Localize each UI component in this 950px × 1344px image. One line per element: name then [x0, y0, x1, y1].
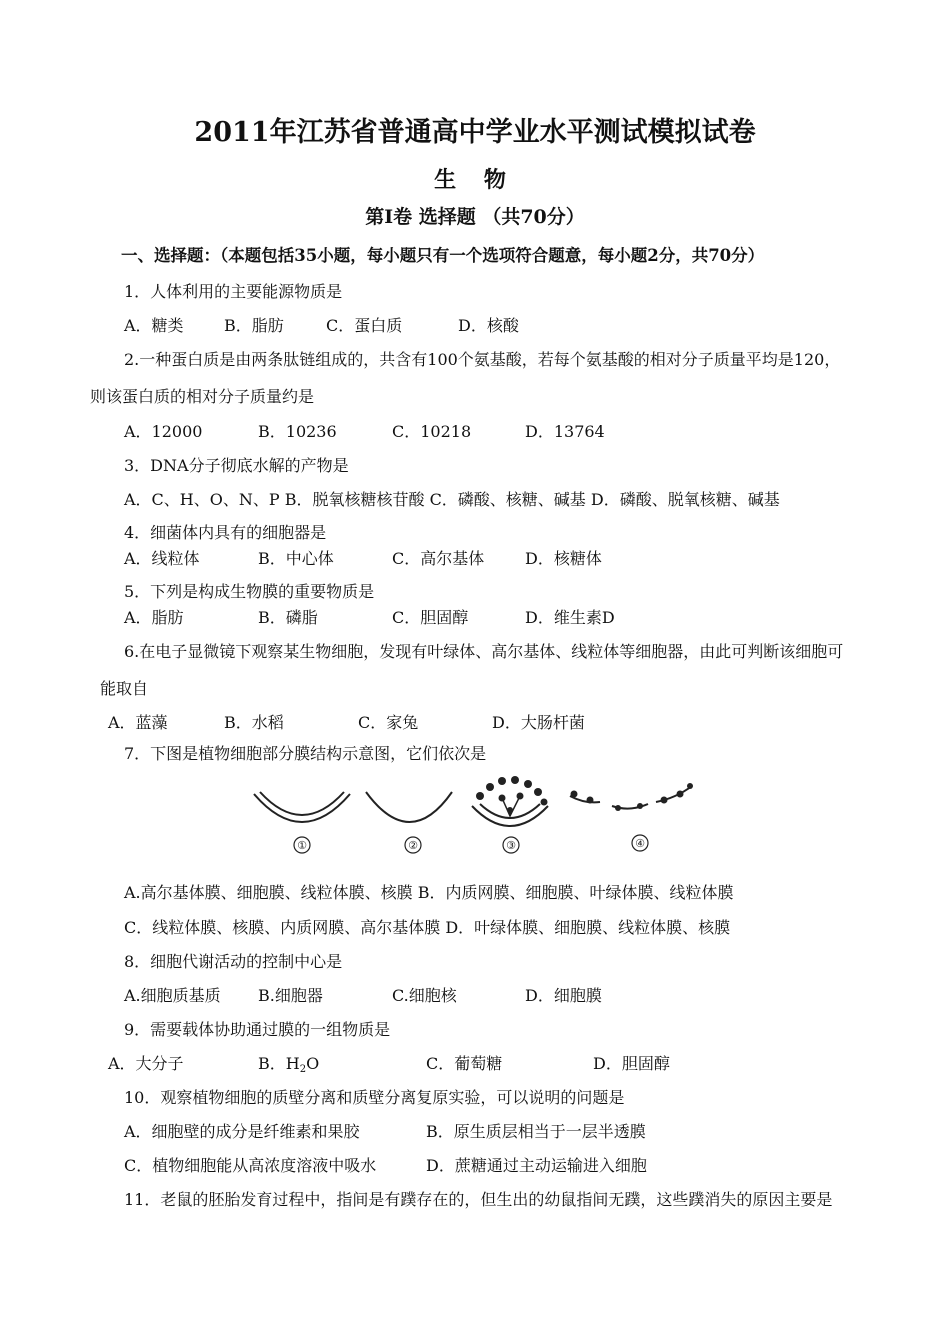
question-4-option-d: D．核糖体 — [525, 549, 602, 568]
question-2-option-b: B．10236 — [258, 422, 337, 441]
membrane-1-outer — [254, 794, 350, 822]
question-5-option-a: A．脂肪 — [124, 608, 184, 627]
figure-label-2: ② — [408, 839, 418, 852]
question-1-option-d: D．核酸 — [458, 316, 519, 335]
question-1-option-a: A．糖类 — [124, 316, 184, 335]
question-3-options: A．C、H、O、N、P B．脱氧核糖核苷酸 C．磷酸、核糖、碱基 D．磷酸、脱氧核糖、碱基 — [124, 490, 780, 509]
subject-heading: 生 物 — [434, 167, 516, 193]
question-4-option-c: C．高尔基体 — [392, 549, 485, 568]
question-5-option-b: B．磷脂 — [258, 608, 318, 627]
question-2-option-d: D．13764 — [525, 422, 605, 441]
question-4-option-b: B．中心体 — [258, 549, 334, 568]
question-1-option-b: B．脂肪 — [224, 316, 284, 335]
question-9-option-a: A．大分子 — [108, 1054, 184, 1073]
question-7-stem: 7．下图是植物细胞部分膜结构示意图，它们依次是 — [124, 744, 487, 763]
question-4-stem: 4．细菌体内具有的细胞器是 — [124, 523, 327, 542]
question-1-stem: 1．人体利用的主要能源物质是 — [124, 282, 343, 301]
question-6-option-c: C．家兔 — [358, 713, 419, 732]
question-8-option-a: A.细胞质基质 — [124, 986, 221, 1005]
question-5-option-d: D．维生素D — [525, 608, 615, 627]
question-1-option-c: C．蛋白质 — [326, 316, 403, 335]
membrane-2 — [366, 792, 452, 822]
question-9-option-b: B．$H_2O$ — [258, 1054, 320, 1075]
question-9-option-d: D．胆固醇 — [593, 1054, 670, 1073]
question-2-stem: 2.一种蛋白质是由两条肽链组成的，共含有100个氨基酸，若每个氨基酸的相对分子质量平均是120， — [124, 350, 841, 369]
question-8-option-c: C.细胞核 — [392, 986, 457, 1005]
question-5-stem: 5．下列是构成生物膜的重要物质是 — [124, 582, 375, 601]
question-2-stem-continued: 则该蛋白质的相对分子质量约是 — [90, 387, 315, 406]
question-3-stem: 3．DNA分子彻底水解的产物是 — [124, 456, 349, 475]
question-6-option-b: B．水稻 — [224, 713, 284, 732]
question-2-option-c: C．10218 — [392, 422, 472, 441]
question-2-option-a: A．12000 — [124, 422, 203, 441]
question-6-stem: 6.在电子显微镜下观察某生物细胞，发现有叶绿体、高尔基体、线粒体等细胞器，由此可判断该细胞可 — [124, 642, 844, 661]
question-7-options-row-1: A.高尔基体膜、细胞膜、线粒体膜、核膜 B．内质网膜、细胞膜、叶绿体膜、线粒体膜 — [124, 883, 734, 902]
question-5-option-c: C．胆固醇 — [392, 608, 469, 627]
membrane-4 — [570, 783, 693, 811]
question-8-option-d: D．细胞膜 — [525, 986, 602, 1005]
question-11-stem: 11．老鼠的胚胎发育过程中，指间是有蹼存在的，但生出的幼鼠指间无蹼，这些蹼消失的原因主要是 — [124, 1190, 833, 1209]
exam-title: 2011年江苏省普通高中学业水平测试模拟试卷 — [194, 117, 756, 148]
question-10-option-c: C．植物细胞能从高浓度溶液中吸水 — [124, 1156, 377, 1175]
question-9-option-c: C．葡萄糖 — [426, 1054, 503, 1073]
question-6-option-d: D．大肠杆菌 — [492, 713, 585, 732]
membrane-structure-figure — [240, 772, 710, 862]
question-8-stem: 8．细胞代谢活动的控制中心是 — [124, 952, 343, 971]
figure-label-1: ① — [297, 839, 307, 852]
question-6-option-a: A．蓝藻 — [108, 713, 168, 732]
part-heading: 第Ⅰ卷 选择题 （共70分） — [365, 206, 585, 228]
question-10-option-a: A．细胞壁的成分是纤维素和果胶 — [124, 1122, 360, 1141]
question-8-option-b: B.细胞器 — [258, 986, 323, 1005]
section-instruction: 一、选择题：（本题包括35小题，每小题只有一个选项符合题意，每小题2分，共70分） — [121, 246, 765, 265]
question-6-stem-continued: 能取自 — [100, 679, 149, 698]
question-7-options-row-2: C．线粒体膜、核膜、内质网膜、高尔基体膜 D．叶绿体膜、细胞膜、线粒体膜、核膜 — [124, 918, 731, 937]
question-10-option-d: D．蔗糖通过主动运输进入细胞 — [426, 1156, 647, 1175]
question-4-option-a: A．线粒体 — [124, 549, 200, 568]
question-9-stem: 9．需要载体协助通过膜的一组物质是 — [124, 1020, 391, 1039]
question-10-option-b: B．原生质层相当于一层半透膜 — [426, 1122, 646, 1141]
figure-label-4: ④ — [635, 837, 645, 850]
question-10-stem: 10．观察植物细胞的质壁分离和质壁分离复原实验，可以说明的问题是 — [124, 1088, 625, 1107]
figure-label-3: ③ — [506, 839, 516, 852]
